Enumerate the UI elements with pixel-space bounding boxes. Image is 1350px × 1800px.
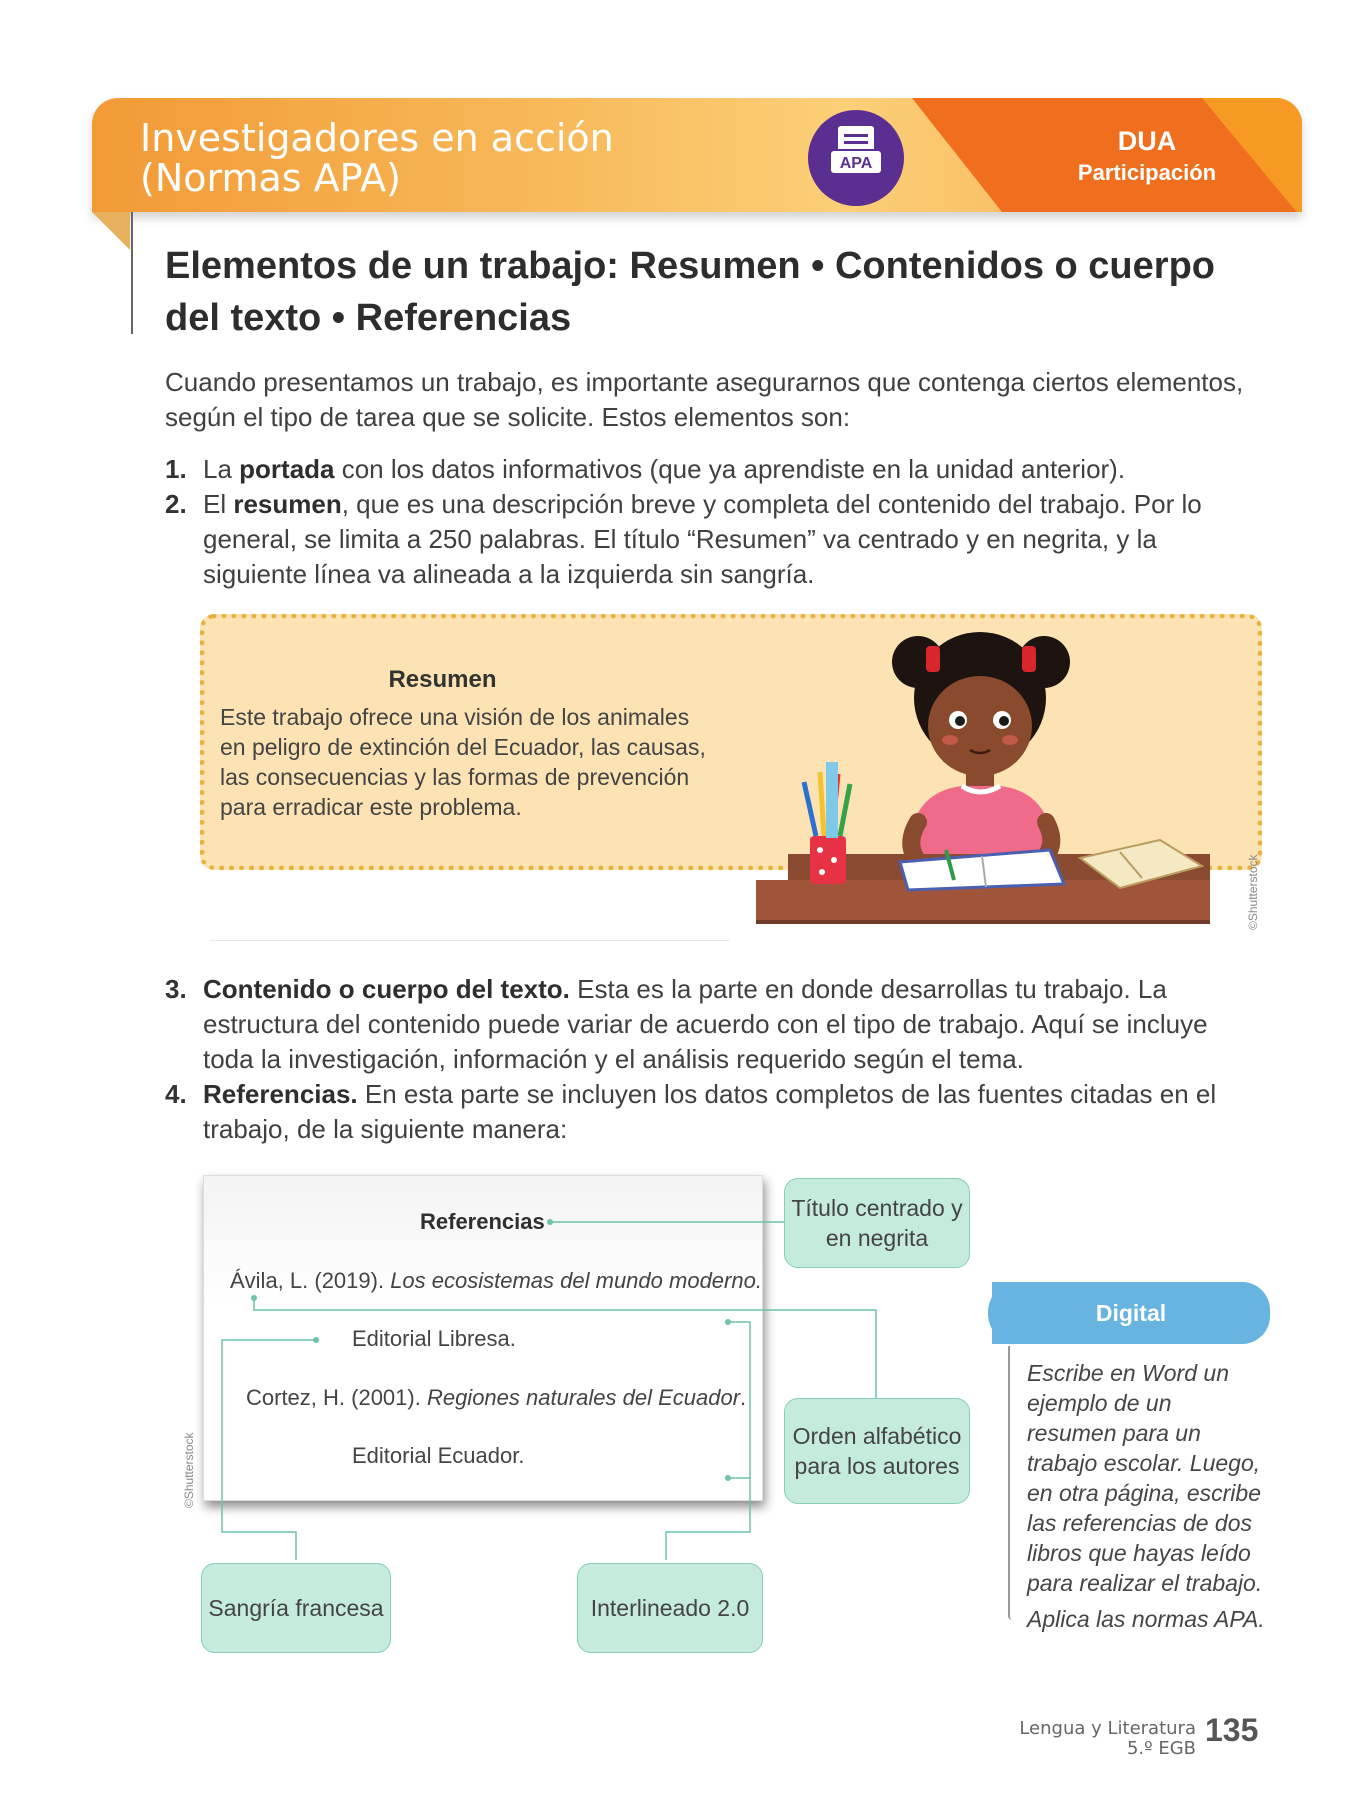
list-text: En esta parte se incluyen los datos completos de las fuentes citadas en el trabajo, de la siguiente manera: [203, 1079, 1217, 1144]
resumen-title: Resumen [388, 666, 497, 693]
reference-title: Los ecosistemas del mundo moderno. [390, 1268, 762, 1293]
list-number: 2. [165, 489, 187, 519]
list-number: 3. [165, 974, 187, 1004]
annotation-hanging-indent: Sangría francesa [201, 1563, 391, 1653]
list-keyword: Referencias. [203, 1079, 358, 1109]
list-keyword: Contenido o cuerpo del texto. [203, 974, 570, 1004]
list-number: 1. [165, 454, 187, 484]
dua-subtitle: Participación [1077, 160, 1217, 185]
page-number: 135 [1205, 1712, 1259, 1748]
dua-title: DUA [1117, 126, 1177, 156]
annotation-alphabetical-order: Orden alfabético para los autores [784, 1398, 970, 1504]
image-credit: ©Shutterstock [182, 1432, 196, 1508]
reference-publisher-2: Editorial Ecuador. [352, 1443, 525, 1468]
footer-subject: Lengua y Literatura [1019, 1718, 1196, 1739]
list-number: 4. [165, 1079, 187, 1109]
apa-document-icon [808, 110, 904, 206]
intro-paragraph: Cuando presentamos un trabajo, es importante asegurarnos que contenga ciertos elementos, según el tipo de tarea que se solicite. Estos elementos son: [165, 367, 1244, 432]
digital-closing-text: Aplica las normas APA. [1027, 1606, 1265, 1632]
annotation-double-spacing: Interlineado 2.0 [577, 1563, 763, 1653]
list-text: Esta es la parte en donde desarrollas tu trabajo. La estructura del contenido puede variar de acuerdo con el tipo de trabajo. Aquí se incluye toda la investigación, información y el análisis requerido según el tema. [203, 974, 1208, 1074]
list-text: con los datos informativos (que ya aprendiste en la unidad anterior). [334, 454, 1126, 484]
footer-grade: 5.º EGB [1126, 1738, 1196, 1759]
reference-publisher-1: Editorial Libresa. [352, 1326, 516, 1351]
list-keyword: portada [239, 454, 335, 484]
image-credit: ©Shutterstock [1246, 854, 1260, 930]
digital-instructions-text: Escribe en Word un ejemplo de un resumen para un trabajo escolar. Luego, en otra página, escribe las referencias de dos libros que hayas leído para realizar el trabajo. [1027, 1360, 1263, 1596]
digital-tab: Digital [992, 1282, 1270, 1344]
page-title-line2: del texto • Referencias [165, 297, 572, 339]
digital-instructions [1027, 1358, 1267, 1634]
list-prefix: La [203, 454, 240, 484]
list-prefix: El [203, 489, 234, 519]
reference-period: . [740, 1385, 747, 1410]
reference-title: Regiones naturales del Ecuador [426, 1385, 741, 1410]
page-title-line1: Elementos de un trabajo: Resumen • Contenidos o cuerpo [165, 245, 1215, 287]
reference-author: Cortez, H. (2001). [246, 1385, 427, 1410]
resumen-body: Este trabajo ofrece una visión de los animales en peligro de extinción del Ecuador, las causas, las consecuencias y las formas de prevención para erradicar este problema. [220, 704, 706, 820]
apa-badge-label: APA [839, 155, 873, 172]
list-text: , que es una descripción breve y completa del contenido del trabajo. Por lo general, se limita a 250 palabras. El título “Resumen” va centrado y en negrita, y la siguiente línea va alineada a la izquierda sin sangría. [203, 489, 1202, 589]
references-title: Referencias [420, 1209, 545, 1234]
list-keyword: resumen [233, 489, 342, 519]
digital-sidebar-rule [1008, 1346, 1012, 1620]
banner-title-line2: (Normas APA) [140, 156, 401, 200]
annotation-centered-bold-title: Título centrado y en negrita [784, 1178, 970, 1268]
banner-title-line1: Investigadores en acción [140, 116, 614, 160]
reference-author: Ávila, L. (2019). [230, 1268, 391, 1293]
